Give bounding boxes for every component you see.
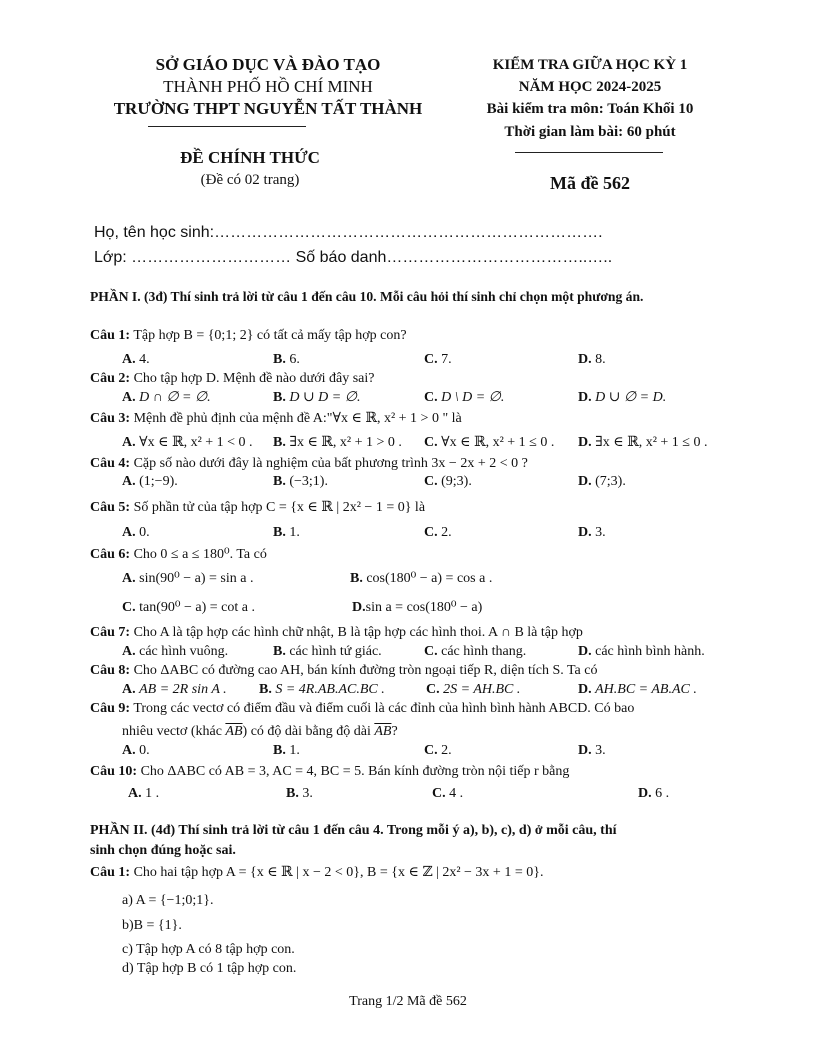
question-9: Câu 9: Trong các vectơ có điểm đầu và điểm cuối là các đỉnh của hình bình hành ABCD. Có bao <box>90 701 635 716</box>
question-3: Câu 3: Mệnh đề phủ định của mệnh đề A:"∀x ∈ ℝ, x² + 1 > 0 " là <box>90 411 462 426</box>
header-right-divider <box>515 152 663 153</box>
question-6: Câu 6: Cho 0 ≤ a ≤ 180⁰. Ta có <box>90 547 267 562</box>
q4-option-d: D. (7;3). <box>578 474 626 489</box>
q3-option-d: D. ∃x ∈ ℝ, x² + 1 ≤ 0 . <box>578 435 708 450</box>
q10-option-c: C. 4 . <box>432 786 464 801</box>
q8-option-d: D. AH.BC = AB.AC . <box>578 682 697 697</box>
duration: Thời gian làm bài: 60 phút <box>504 124 676 140</box>
part2-q1-item-c: c) Tập hợp A có 8 tập hợp con. <box>122 942 295 957</box>
q9-option-c: C. 2. <box>424 743 452 758</box>
q10-option-a: A. 1 . <box>128 786 160 801</box>
q3-option-c: C. ∀x ∈ ℝ, x² + 1 ≤ 0 . <box>424 435 555 450</box>
part2-heading-cont: sinh chọn đúng hoặc sai. <box>90 843 236 858</box>
part2-question-1: Câu 1: Cho hai tập hợp A = {x ∈ ℝ | x − 2 < 0}, B = {x ∈ ℤ | 2x² − 3x + 1 = 0}. <box>90 865 544 880</box>
question-7: Câu 7: Cho A là tập hợp các hình chữ nhật, B là tập hợp các hình thoi. A ∩ B là tập hợp <box>90 625 583 640</box>
q6-option-c: C. tan(90⁰ − a) = cot a . <box>122 600 255 615</box>
q4-option-a: A. (1;−9). <box>122 474 178 489</box>
q7-option-a: A. các hình vuông. <box>122 644 229 659</box>
q1-option-a: A. 4. <box>122 352 150 367</box>
q8-option-a: A. AB = 2R sin A . <box>122 682 227 697</box>
q2-option-b: B. D ∪ D = ∅. <box>273 390 361 405</box>
part2-q1-item-d: d) Tập hợp B có 1 tập hợp con. <box>122 961 297 976</box>
q5-option-c: C. 2. <box>424 525 452 540</box>
vector-ab-1: $\overline{AB}$ <box>225 724 243 739</box>
part2-q1-item-a: a) A = {−1;0;1}. <box>122 893 214 908</box>
city-name: THÀNH PHỐ HỒ CHÍ MINH <box>163 77 373 96</box>
question-5: Câu 5: Số phần tử của tập hợp C = {x ∈ ℝ | 2x² − 1 = 0} là <box>90 500 426 515</box>
subject: Bài kiểm tra môn: Toán Khối 10 <box>486 101 694 117</box>
dept-name: SỞ GIÁO DỤC VÀ ĐÀO TẠO <box>155 55 381 74</box>
question-4: Câu 4: Cặp số nào dưới đây là nghiệm của bất phương trình 3x − 2x + 2 < 0 ? <box>90 456 528 471</box>
student-class-line: Lớp: ………………………… Số báo danh………………………………..….. <box>94 249 613 266</box>
exam-title: KIỂM TRA GIỮA HỌC KỲ 1 <box>492 57 688 73</box>
vector-ab-2: $\overline{AB}$ <box>374 724 392 739</box>
q1-option-c: C. 7. <box>424 352 452 367</box>
part1-heading: PHẦN I. (3đ) Thí sinh trả lời từ câu 1 đến câu 10. Mỗi câu hỏi thí sinh chỉ chọn một phương án. <box>90 289 644 304</box>
q10-option-b: B. 3. <box>286 786 313 801</box>
q9-option-d: D. 3. <box>578 743 606 758</box>
q9-option-a: A. 0. <box>122 743 150 758</box>
pages-note: (Đề có 02 trang) <box>200 172 300 188</box>
page-footer: Trang 1/2 Mã đề 562 <box>349 994 467 1009</box>
q8-option-c: C. 2S = AH.BC . <box>426 682 521 697</box>
exam-code: Mã đề 562 <box>550 173 630 193</box>
student-name-line: Họ, tên học sinh:………………………………………………………………. <box>94 224 603 241</box>
q4-option-c: C. (9;3). <box>424 474 472 489</box>
question-2: Câu 2: Cho tập hợp D. Mệnh đề nào dưới đây sai? <box>90 371 375 386</box>
part2-q1-item-b: b)B = {1}. <box>122 918 182 933</box>
q7-option-d: D. các hình bình hành. <box>578 644 705 659</box>
q2-option-a: A. D ∩ ∅ = ∅. <box>122 390 211 405</box>
school-year: NĂM HỌC 2024-2025 <box>518 79 662 95</box>
question-8: Câu 8: Cho ΔABC có đường cao AH, bán kính đường tròn ngoại tiếp R, diện tích S. Ta có <box>90 663 598 678</box>
q7-option-b: B. các hình tứ giác. <box>273 644 382 659</box>
q6-option-d: D.sin a = cos(180⁰ − a) <box>352 600 483 615</box>
q5-option-b: B. 1. <box>273 525 300 540</box>
q5-option-d: D. 3. <box>578 525 606 540</box>
q9-option-b: B. 1. <box>273 743 300 758</box>
q8-option-b: B. S = 4R.AB.AC.BC . <box>259 682 385 697</box>
part2-heading: PHẦN II. (4đ) Thí sinh trả lời từ câu 1 đến câu 4. Trong mỗi ý a), b), c), d) ở mỗi câu, thí <box>90 823 617 838</box>
header-left-divider <box>148 126 306 127</box>
q10-option-d: D. 6 . <box>638 786 670 801</box>
q4-option-b: B. (−3;1). <box>273 474 328 489</box>
question-9-line2: nhiêu vectơ (khác $\overline{AB}$) có độ dài bằng độ dài $\overline{AB}$? <box>122 724 398 739</box>
q7-option-c: C. các hình thang. <box>424 644 527 659</box>
q6-option-a: A. sin(90⁰ − a) = sin a . <box>122 571 254 586</box>
school-name: TRƯỜNG THPT NGUYỄN TẤT THÀNH <box>113 99 423 118</box>
question-1: Câu 1: Tập hợp B = {0;1; 2} có tất cả mấy tập hợp con? <box>90 328 407 343</box>
q5-option-a: A. 0. <box>122 525 150 540</box>
q2-option-d: D. D ∪ ∅ = D. <box>578 390 667 405</box>
q6-option-b: B. cos(180⁰ − a) = cos a . <box>350 571 493 586</box>
official-label: ĐỀ CHÍNH THỨC <box>180 148 320 167</box>
q1-option-d: D. 8. <box>578 352 606 367</box>
q3-option-b: B. ∃x ∈ ℝ, x² + 1 > 0 . <box>273 435 402 450</box>
q2-option-c: C. D \ D = ∅. <box>424 390 505 405</box>
q1-option-b: B. 6. <box>273 352 300 367</box>
question-10: Câu 10: Cho ΔABC có AB = 3, AC = 4, BC = 5. Bán kính đường tròn nội tiếp r bằng <box>90 764 570 779</box>
q3-option-a: A. ∀x ∈ ℝ, x² + 1 < 0 . <box>122 435 253 450</box>
